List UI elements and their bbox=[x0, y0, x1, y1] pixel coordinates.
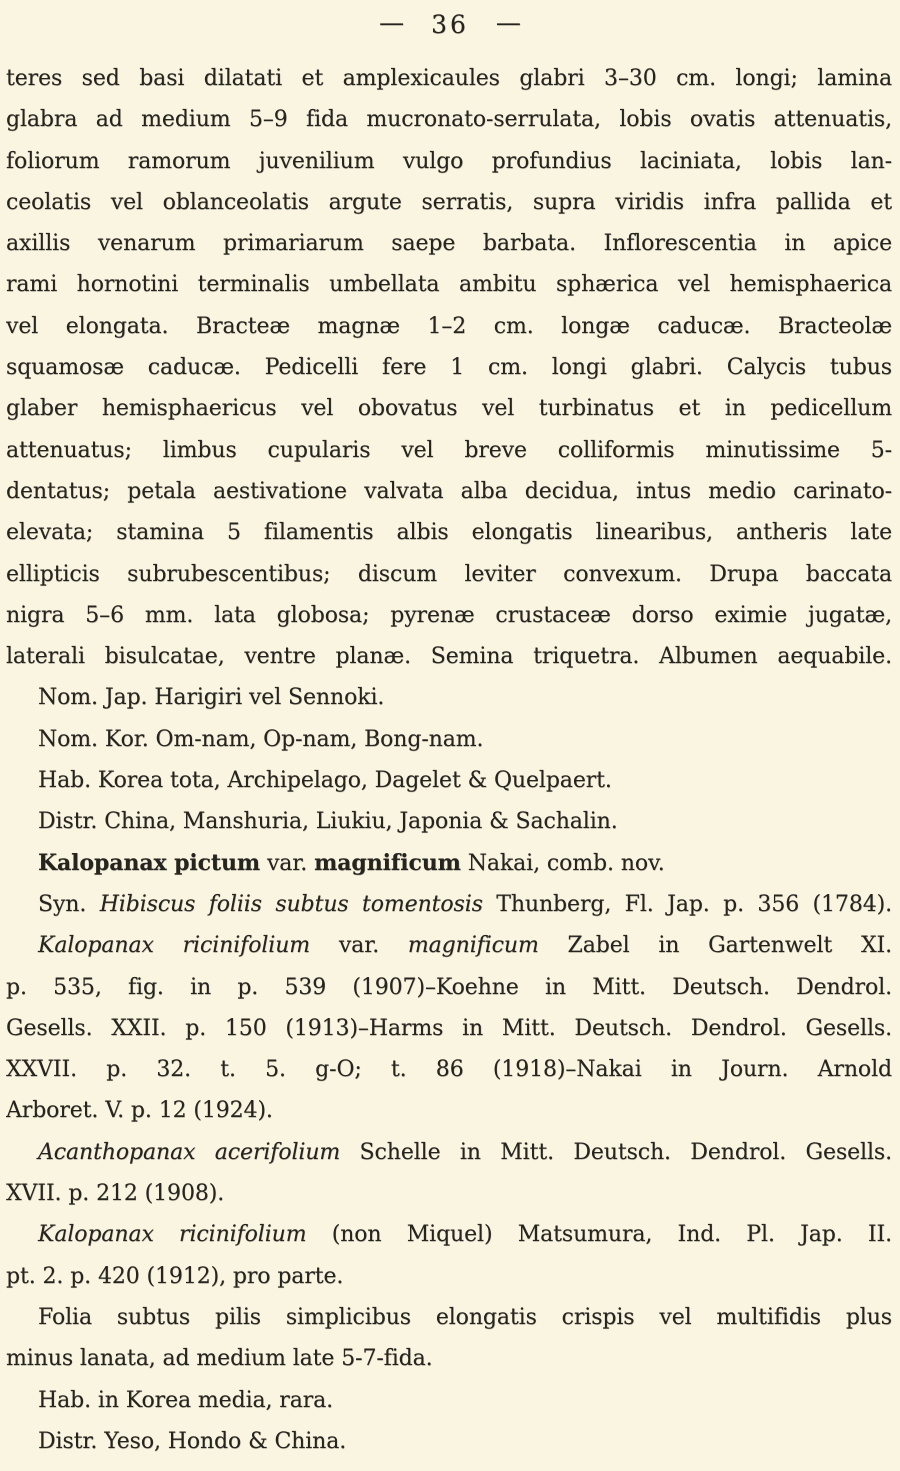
text-line bbox=[6, 1173, 892, 1214]
text-segment: Hibiscus foliis subtus tomentosis bbox=[99, 891, 483, 917]
text-segment: squamosæ caducæ. Pedicelli fere 1 cm. longi glabri. Calycis tubus bbox=[6, 355, 892, 381]
text-segment: pt. 2. p. 420 (1912), pro parte. bbox=[6, 1263, 344, 1289]
text-segment: Nom. Kor. Om-nam, Op-nam, Bong-nam. bbox=[38, 726, 484, 752]
text-segment: Hab. in Korea media, rara. bbox=[38, 1387, 334, 1413]
text-segment: Distr. Yeso, Hondo & China. bbox=[38, 1428, 347, 1454]
text-line bbox=[6, 141, 892, 182]
text-segment: Kalopanax ricinifolium bbox=[38, 1222, 307, 1248]
text-segment: (non Miquel) Matsumura, Ind. Pl. Jap. II. bbox=[306, 1222, 892, 1248]
text-line bbox=[6, 306, 892, 347]
text-segment: foliorum ramorum juvenilium vulgo profundius laciniata, lobis lan- bbox=[6, 148, 892, 174]
text-segment: p. 535, fig. in p. 539 (1907)–Koehne in Mitt. Deutsch. Dendrol. bbox=[6, 974, 892, 1000]
text-segment: Syn. bbox=[38, 891, 100, 917]
text-line bbox=[6, 884, 892, 925]
page-number: 36 bbox=[431, 10, 469, 39]
text-segment: Schelle in Mitt. Deutsch. Dendrol. Gesells. bbox=[340, 1139, 892, 1165]
text-line bbox=[6, 801, 892, 842]
text-segment: Nakai, comb. nov. bbox=[460, 850, 665, 876]
text-segment: Gesells. XXII. p. 150 (1913)–Harms in Mitt. Deutsch. Dendrol. Gesells. bbox=[6, 1015, 892, 1041]
text-segment: magnificum bbox=[314, 849, 461, 876]
text-segment: XXVII. p. 32. t. 5. g-O; t. 86 (1918)–Nakai in Journ. Arnold bbox=[6, 1057, 892, 1083]
text-segment: rami hornotini terminalis umbellata ambitu sphærica vel hemisphaerica bbox=[6, 272, 892, 298]
text-segment: magnificum bbox=[407, 933, 539, 959]
text-segment: ceolatis vel oblanceolatis argute serratis, supra viridis infra pallida et bbox=[6, 189, 892, 215]
text-line bbox=[6, 925, 892, 966]
text-line bbox=[6, 843, 892, 884]
text-segment: XVII. p. 212 (1908). bbox=[6, 1181, 225, 1207]
text-line bbox=[6, 1338, 892, 1379]
text-segment: nigra 5–6 mm. lata globosa; pyrenæ crustaceæ dorso eximie jugatæ, bbox=[6, 602, 892, 628]
text-line bbox=[6, 388, 892, 429]
text-segment: Arboret. V. p. 12 (1924). bbox=[6, 1098, 273, 1124]
text-segment: Acanthopanax acerifolium bbox=[38, 1139, 341, 1165]
text-segment: Nom. Jap. Harigiri vel Sennoki. bbox=[38, 685, 385, 711]
text-line bbox=[6, 430, 892, 471]
text-line bbox=[6, 595, 892, 636]
text-line bbox=[6, 1421, 892, 1462]
text-line bbox=[6, 967, 892, 1008]
header-dash-right: — bbox=[495, 8, 521, 37]
text-segment: laterali bisulcatae, ventre planæ. Semina triquetra. Albumen aequabile. bbox=[6, 644, 892, 670]
header-dash-left: — bbox=[379, 8, 405, 37]
text-segment: var. bbox=[310, 933, 408, 959]
text-line bbox=[6, 1214, 892, 1255]
text-segment: glaber hemisphaericus vel obovatus vel turbinatus et in pedicellum bbox=[6, 396, 892, 422]
text-line bbox=[6, 1090, 892, 1131]
text-segment: attenuatus; limbus cupularis vel breve colliformis minutissime 5- bbox=[6, 437, 892, 463]
text-segment: var. bbox=[260, 850, 315, 876]
text-line bbox=[6, 264, 892, 305]
text-segment: Folia subtus pilis simplicibus elongatis crispis vel multifidis plus bbox=[38, 1304, 892, 1330]
text-line bbox=[6, 223, 892, 264]
text-line bbox=[6, 1256, 892, 1297]
text-segment: Distr. China, Manshuria, Liukiu, Japonia & Sachalin. bbox=[38, 809, 618, 835]
text-line bbox=[6, 58, 892, 99]
text-line bbox=[6, 1132, 892, 1173]
text-line bbox=[6, 760, 892, 801]
text-segment: teres sed basi dilatati et amplexicaules glabri 3–30 cm. longi; lamina bbox=[6, 66, 892, 91]
text-line bbox=[6, 347, 892, 388]
text-line bbox=[6, 1297, 892, 1338]
text-segment: vel elongata. Bracteæ magnæ 1–2 cm. longæ caducæ. Bracteolæ bbox=[6, 313, 892, 339]
text-segment: Hab. Korea tota, Archipelago, Dagelet & Quelpaert. bbox=[38, 768, 612, 794]
text-line bbox=[6, 1049, 892, 1090]
text-segment: Kalopanax ricinifolium bbox=[38, 933, 311, 959]
text-segment: dentatus; petala aestivatione valvata alba decidua, intus medio carinato- bbox=[6, 478, 892, 504]
text-segment: glabra ad medium 5–9 fida mucronato-serrulata, lobis ovatis attenuatis, bbox=[6, 107, 892, 133]
text-line bbox=[6, 1008, 892, 1049]
text-segment: Thunberg, Fl. Jap. p. 356 (1784). bbox=[482, 891, 892, 917]
text-line bbox=[6, 512, 892, 553]
text-segment: Kalopanax pictum bbox=[38, 849, 261, 876]
text-segment: ellipticis subrubescentibus; discum leviter convexum. Drupa baccata bbox=[6, 561, 892, 587]
text-line bbox=[6, 182, 892, 223]
text-segment: axillis venarum primariarum saepe barbata. Inflorescentia in apice bbox=[6, 231, 892, 257]
text-segment: minus lanata, ad medium late 5-7-fida. bbox=[6, 1346, 433, 1372]
text-segment: Zabel in Gartenwelt XI. bbox=[538, 933, 892, 959]
text-line bbox=[6, 99, 892, 140]
page-header bbox=[0, 0, 900, 41]
text-line bbox=[6, 677, 892, 718]
text-line bbox=[6, 1380, 892, 1421]
text-segment: elevata; stamina 5 filamentis albis elongatis linearibus, antheris late bbox=[6, 520, 892, 546]
text-line bbox=[6, 636, 892, 677]
text-line bbox=[6, 471, 892, 512]
text-line bbox=[6, 719, 892, 760]
page-content bbox=[0, 58, 900, 1462]
text-line bbox=[6, 554, 892, 595]
